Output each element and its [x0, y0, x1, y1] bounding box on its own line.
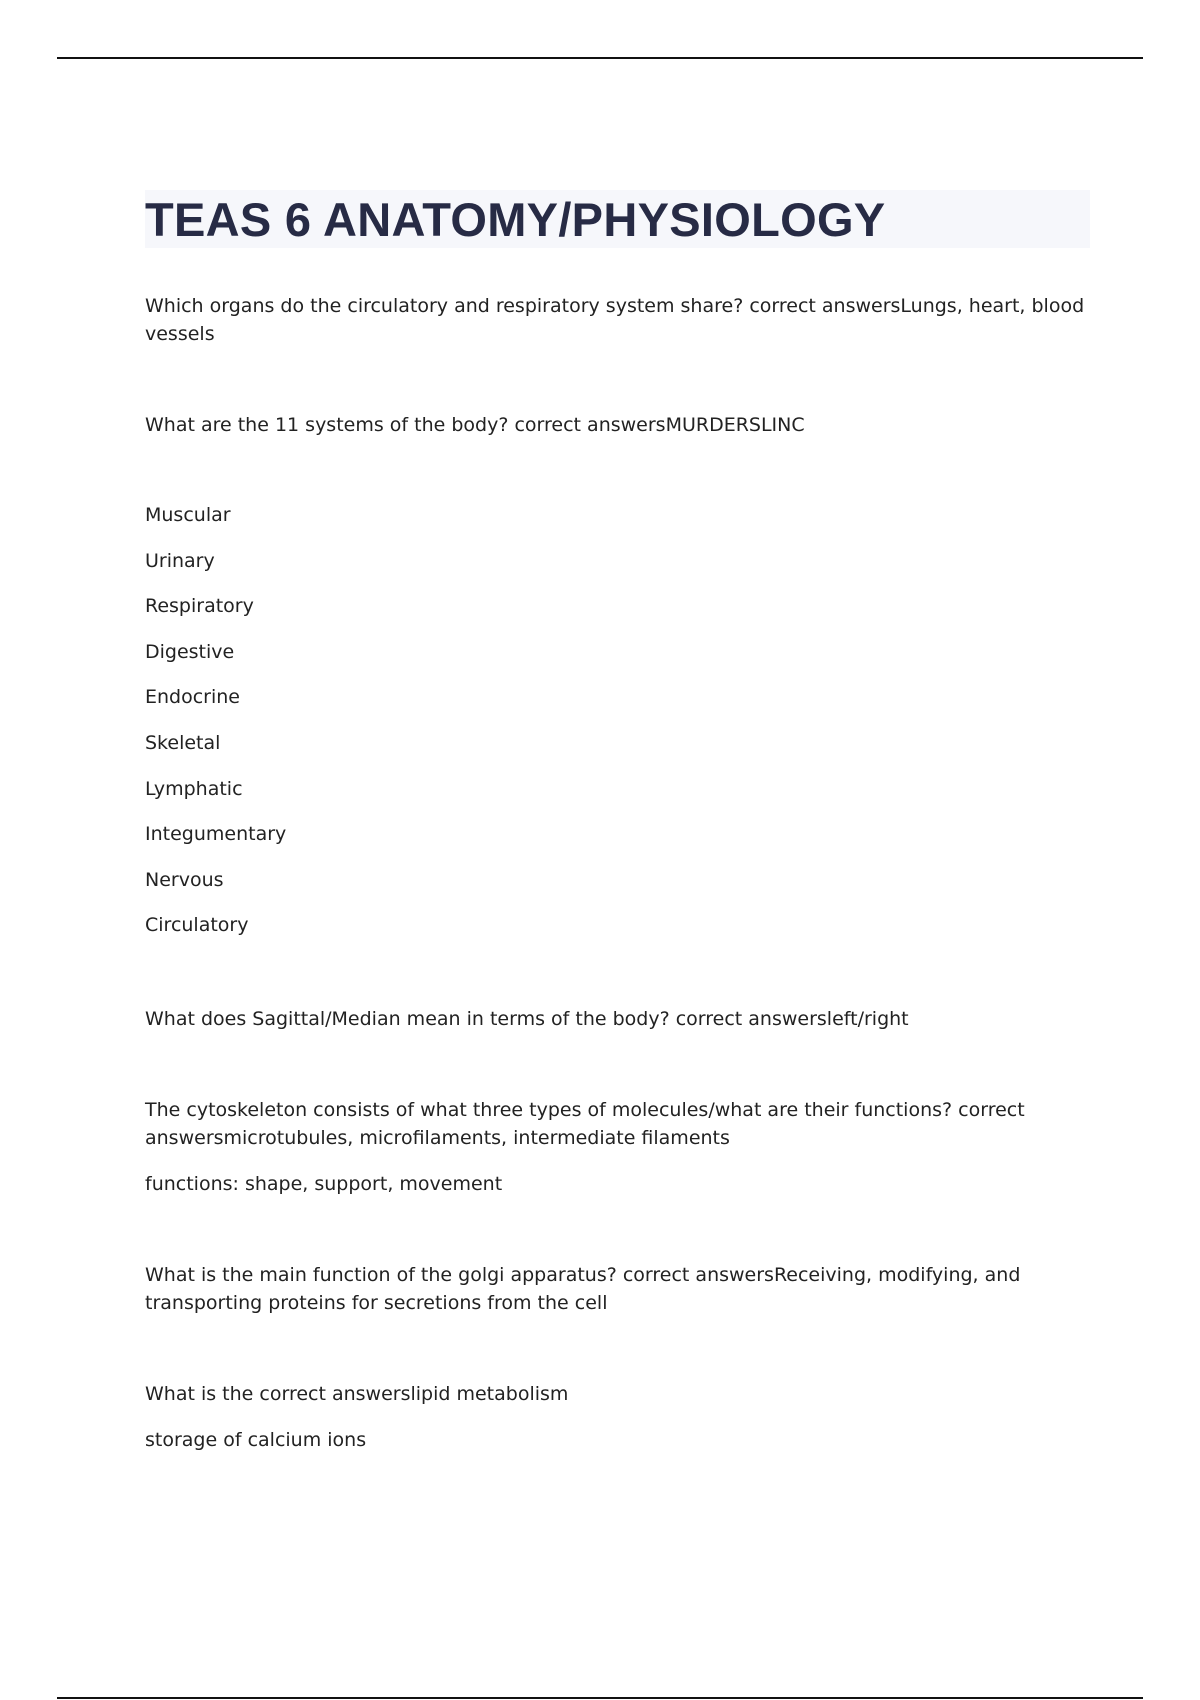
list-item: Urinary: [145, 549, 215, 572]
list-item: Digestive: [145, 640, 235, 663]
list-item: Lymphatic: [145, 777, 243, 800]
list-item: Skeletal: [145, 731, 221, 754]
calcium-storage-line: storage of calcium ions: [145, 1428, 367, 1451]
list-item: Integumentary: [145, 823, 287, 846]
document-body: [145, 190, 1090, 1454]
question-circulatory-respiratory: Which organs do the circulatory and respiratory system share? correct answersLungs, heart, blood vessels: [145, 295, 1085, 345]
question-sagittal-median: What does Sagittal/Median mean in terms of the body? correct answersleft/right: [145, 1007, 909, 1030]
bottom-rule: [57, 1697, 1143, 1699]
question-lipid-metabolism: What is the correct answerslipid metabolism: [145, 1382, 569, 1405]
document-title: TEAS 6 ANATOMY/PHYSIOLOGY: [145, 192, 886, 246]
question-body-systems: What are the 11 systems of the body? correct answersMURDERSLINC: [145, 414, 805, 436]
question-golgi-apparatus: What is the main function of the golgi apparatus? correct answersReceiving, modifying, and transporting proteins for secretions from the cell: [145, 1263, 1021, 1314]
top-rule: [57, 57, 1143, 59]
body-systems-list: [145, 501, 1090, 957]
list-item: Endocrine: [145, 686, 240, 709]
list-item: Muscular: [145, 504, 231, 526]
cytoskeleton-functions: functions: shape, support, movement: [145, 1172, 503, 1195]
list-item: Respiratory: [145, 595, 254, 618]
list-item: Circulatory: [145, 914, 249, 937]
title-band: [145, 190, 1090, 248]
question-cytoskeleton: The cytoskeleton consists of what three types of molecules/what are their functions? correct answersmicrotubules, microfilaments, intermediate filaments: [145, 1098, 1025, 1149]
list-item: Nervous: [145, 868, 224, 891]
